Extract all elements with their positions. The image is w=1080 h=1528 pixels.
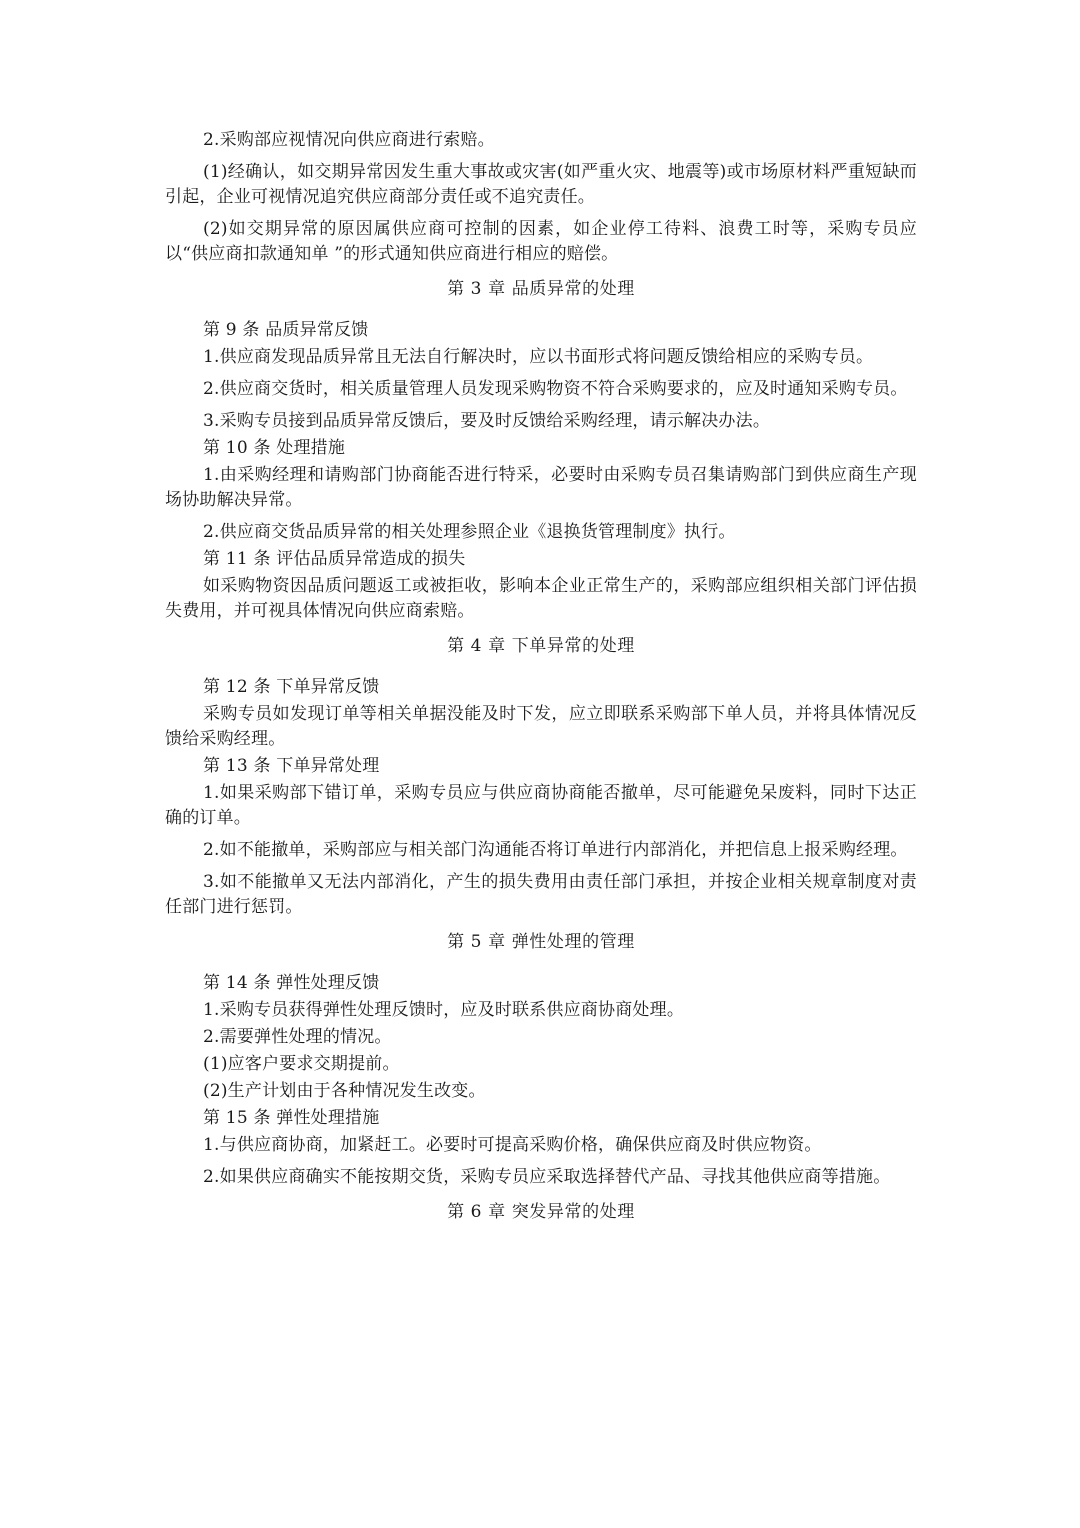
paragraph: 1.如果采购部下错订单，采购专员应与供应商协商能否撤单，尽可能避免呆废料，同时下达正确的订单。 (165, 783, 917, 828)
chapter-heading: 第 3 章 品质异常的处理 (447, 279, 635, 299)
article-heading: 第 12 条 下单异常反馈 (203, 677, 380, 697)
paragraph: (2)如交期异常的原因属供应商可控制的因素，如企业停工待料、浪费工时等，采购专员应以“供应商扣款通知单 ”的形式通知供应商进行相应的赔偿。 (165, 219, 917, 264)
paragraph: 2.供应商交货品质异常的相关处理参照企业《退换货管理制度》执行。 (203, 522, 736, 542)
paragraph: (1)应客户要求交期提前。 (203, 1054, 400, 1074)
document-page (165, 128, 917, 1241)
paragraph: 1.由采购经理和请购部门协商能否进行特采，必要时由采购专员召集请购部门到供应商生产现场协助解决异常。 (165, 465, 917, 510)
paragraph: (2)生产计划由于各种情况发生改变。 (203, 1081, 486, 1101)
paragraph: 1.与供应商协商，加紧赶工。必要时可提高采购价格，确保供应商及时供应物资。 (203, 1135, 822, 1155)
chapter-heading: 第 4 章 下单异常的处理 (447, 636, 635, 656)
chapter-heading: 第 6 章 突发异常的处理 (447, 1202, 635, 1222)
paragraph: 如采购物资因品质问题返工或被拒收，影响本企业正常生产的，采购部应组织相关部门评估损失费用，并可视具体情况向供应商索赔。 (165, 576, 917, 621)
article-heading: 第 13 条 下单异常处理 (203, 756, 380, 776)
paragraph: 2.如不能撤单，采购部应与相关部门沟通能否将订单进行内部消化，并把信息上报采购经理。 (203, 840, 908, 860)
article-heading: 第 15 条 弹性处理措施 (203, 1108, 380, 1128)
paragraph: (1)经确认，如交期异常因发生重大事故或灾害(如严重火灾、地震等)或市场原材料严重短缺而引起，企业可视情况追究供应商部分责任或不追究责任。 (165, 162, 917, 207)
paragraph: 2.如果供应商确实不能按期交货，采购专员应采取选择替代产品、寻找其他供应商等措施。 (203, 1167, 891, 1187)
paragraph: 1.供应商发现品质异常且无法自行解决时，应以书面形式将问题反馈给相应的采购专员。 (203, 347, 874, 367)
paragraph: 采购专员如发现订单等相关单据没能及时下发，应立即联系采购部下单人员，并将具体情况反馈给采购经理。 (165, 704, 917, 749)
article-heading: 第 10 条 处理措施 (203, 438, 346, 458)
paragraph: 2.需要弹性处理的情况。 (203, 1027, 392, 1047)
paragraph: 1.采购专员获得弹性处理反馈时，应及时联系供应商协商处理。 (203, 1000, 685, 1020)
article-heading: 第 14 条 弹性处理反馈 (203, 973, 380, 993)
article-heading: 第 11 条 评估品质异常造成的损失 (203, 549, 466, 569)
paragraph: 3.采购专员接到品质异常反馈后，要及时反馈给采购经理，请示解决办法。 (203, 411, 771, 431)
chapter-heading: 第 5 章 弹性处理的管理 (447, 932, 635, 952)
article-heading: 第 9 条 品质异常反馈 (203, 320, 369, 340)
paragraph: 2.采购部应视情况向供应商进行索赔。 (203, 130, 495, 150)
paragraph: 2.供应商交货时，相关质量管理人员发现采购物资不符合采购要求的，应及时通知采购专员。 (203, 379, 908, 399)
paragraph: 3.如不能撤单又无法内部消化，产生的损失费用由责任部门承担，并按企业相关规章制度对责任部门进行惩罚。 (165, 872, 917, 917)
